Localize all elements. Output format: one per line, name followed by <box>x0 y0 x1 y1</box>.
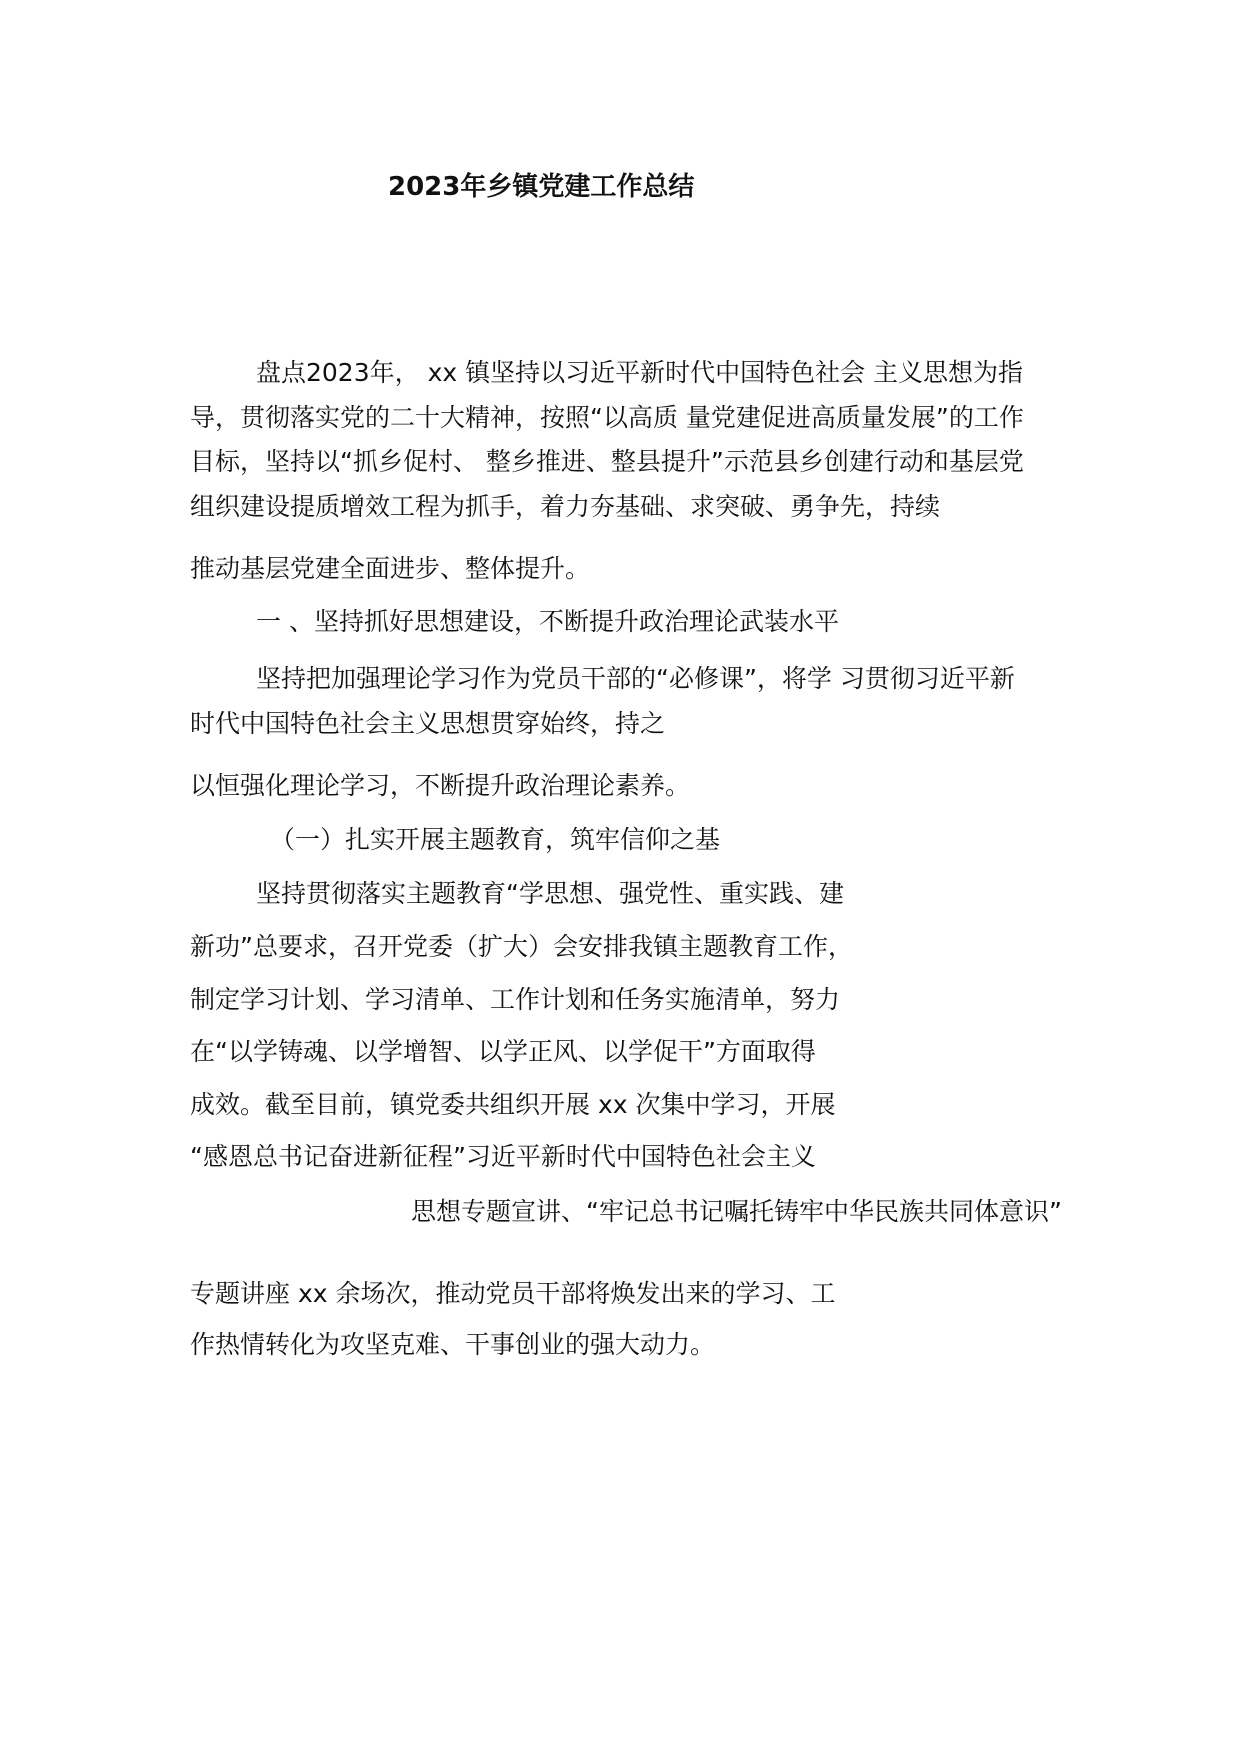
paragraph-line: 坚持把加强理论学习作为党员干部的“必修课”，将学 习贯彻习近平新 <box>256 664 1015 693</box>
paragraph-line: “感恩总书记奋进新征程”习近平新时代中国特色社会主义 <box>190 1142 816 1171</box>
document-title: 2023年乡镇党建工作总结 <box>388 172 695 202</box>
paragraph-line: 新功”总要求，召开党委（扩大）会安排我镇主题教育工作， <box>190 932 853 961</box>
paragraph-line: 导，贯彻落实党的二十大精神，按照“以高质 量党建促进高质量发展”的工作 <box>190 403 1024 432</box>
paragraph-line: 专题讲座 xx 余场次，推动党员干部将焕发出来的学习、工 <box>190 1279 836 1308</box>
paragraph-line: 制定学习计划、学习清单、工作计划和任务实施清单，努力 <box>190 985 841 1014</box>
subsection-heading: （一）扎实开展主题教育，筑牢信仰之基 <box>270 825 721 854</box>
section-heading: 一 、坚持抓好思想建设，不断提升政治理论武装水平 <box>256 607 839 636</box>
paragraph-line: 在“以学铸魂、以学增智、以学正风、以学促干”方面取得 <box>190 1037 816 1066</box>
paragraph-line: 目标，坚持以“抓乡促村、 整乡推进、整县提升”示范县乡创建行动和基层党 <box>190 447 1024 476</box>
paragraph-line: 作热情转化为攻坚克难、干事创业的强大动力。 <box>190 1330 716 1359</box>
paragraph-line: 坚持贯彻落实主题教育“学思想、强党性、重实践、建 <box>256 879 844 908</box>
paragraph-line: 推动基层党建全面进步、整体提升。 <box>190 554 591 583</box>
paragraph-line: 以恒强化理论学习，不断提升政治理论素养。 <box>190 771 691 800</box>
paragraph-line: 盘点2023年， xx 镇坚持以习近平新时代中国特色社会 主义思想为指 <box>256 358 1024 387</box>
paragraph-line: 思想专题宣讲、“牢记总书记嘱托铸牢中华民族共同体意识” <box>411 1197 1062 1226</box>
paragraph-line: 成效。截至目前，镇党委共组织开展 xx 次集中学习，开展 <box>190 1090 836 1119</box>
paragraph-line: 组织建设提质增效工程为抓手，着力夯基础、求突破、勇争先，持续 <box>190 492 941 521</box>
paragraph-line: 时代中国特色社会主义思想贯穿始终，持之 <box>190 709 666 738</box>
